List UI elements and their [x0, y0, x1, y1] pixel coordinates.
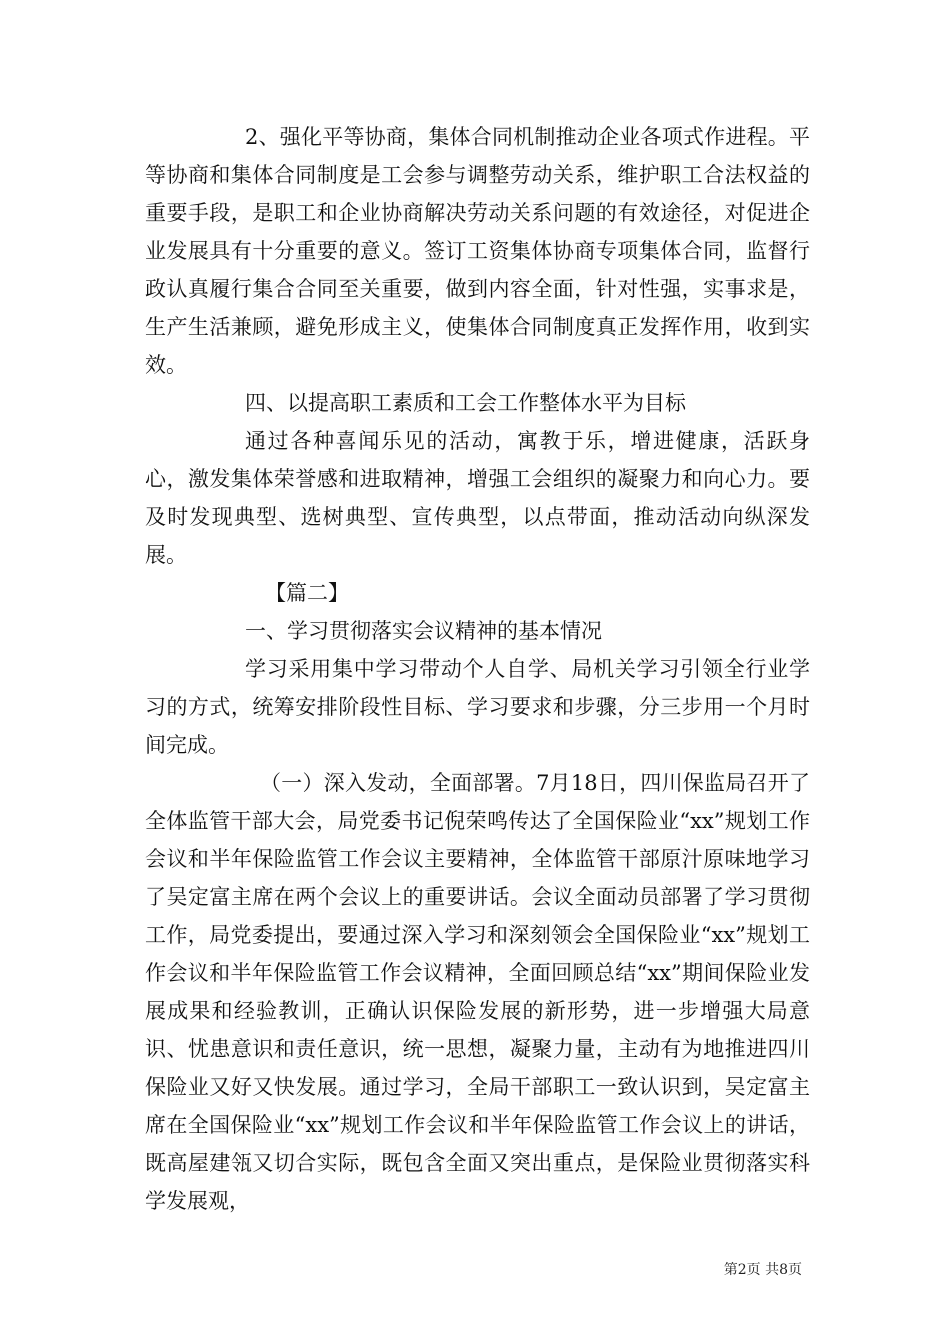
paragraph-activities: 通过各种喜闻乐见的活动，寓教于乐，增进健康，活跃身心，激发集体荣誉感和进取精神，增强工会组织的凝聚力和向心力。要及时发现典型、选树典型、宣传典型，以点带面，推动活动向纵深发展。 [145, 429, 810, 567]
paragraph-mobilization: （一）深入发动，全面部署。7月18日，四川保监局召开了全体监管干部大会，局党委书记倪荣鸣传达了全国保险业“xx”规划工作会议和半年保险监管工作会议主要精神，全体监管干部原汁原味地学习了吴定富主席在两个会议上的重要讲话。会议全面动员部署了学习贯彻工作，局党委提出，要通过深入学习和深刻领会全国保险业“xx”规划工作会议和半年保险监管工作会议精神，全面回顾总结“xx”期间保险业发展成果和经验教训，正确认识保险发展的新形势，进一步增强大局意识、忧患意识和责任意识，统一思想，凝聚力量，主动有为地推进四川保险业又好又快发展。通过学习，全局干部职工一致认识到，吴定富主席在全国保险业“xx”规划工作会议和半年保险监管工作会议上的讲话，既高屋建瓴又切合实际，既包含全面又突出重点，是保险业贯彻落实科学发展观， [145, 771, 810, 1213]
paragraph-collective-contract: 2、强化平等协商，集体合同机制推动企业各项式作进程。平等协商和集体合同制度是工会参与调整劳动关系，维护职工合法权益的重要手段，是职工和企业协商解决劳动关系问题的有效途径，对促进企业发展具有十分重要的意义。签订工资集体协商专项集体合同，监督行政认真履行集合合同至关重要，做到内容全面，针对性强，实事求是，生产生活兼顾，避免形成主义，使集体合同制度真正发挥作用，收到实效。 [145, 125, 810, 377]
section-marker-part-two: 【篇二】 [265, 581, 349, 605]
section-heading-one: 一、学习贯彻落实会议精神的基本情况 [245, 619, 602, 643]
page-number-footer: 第2页 共8页 [723, 1262, 802, 1278]
section-heading-four: 四、以提高职工素质和工会工作整体水平为目标 [245, 391, 686, 415]
paragraph-study-method: 学习采用集中学习带动个人自学、局机关学习引领全行业学习的方式，统筹安排阶段性目标、学习要求和步骤，分三步用一个月时间完成。 [145, 657, 810, 757]
document-body [145, 118, 810, 1220]
